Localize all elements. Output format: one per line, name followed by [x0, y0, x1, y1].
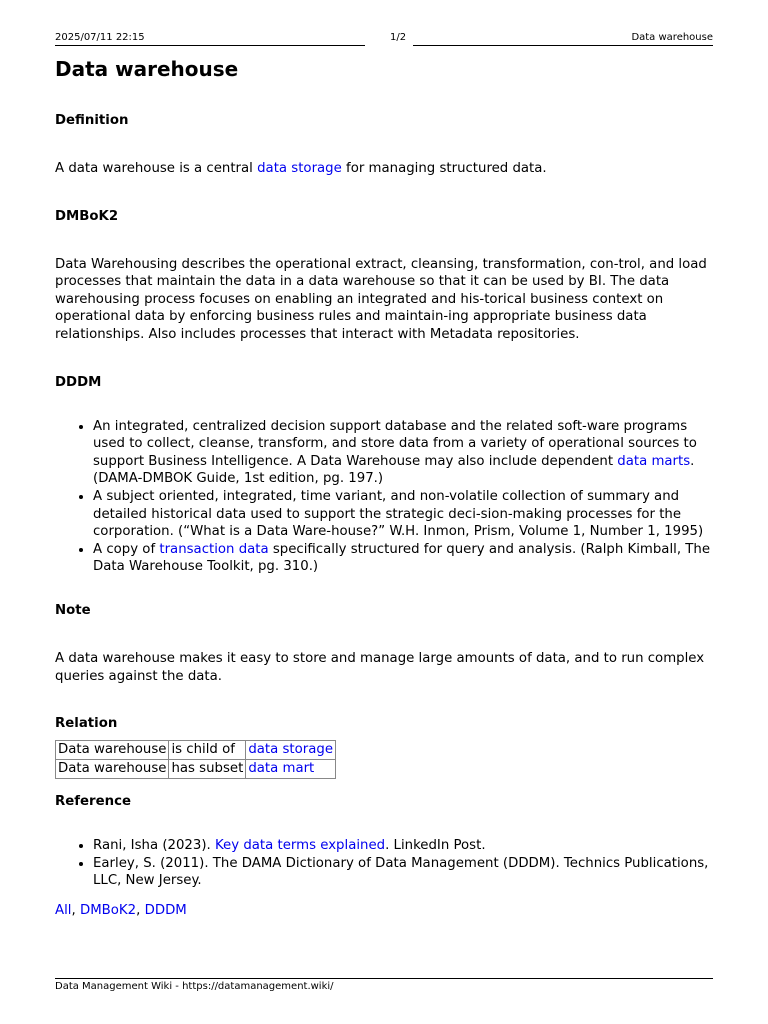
heading-dmbok2: DMBoK2 [55, 208, 119, 224]
table-cell [246, 741, 336, 760]
note-text: A data warehouse makes it easy to store and manage large amounts of data, and to run complex queries against the data. [55, 650, 705, 684]
link-data-marts[interactable]: data marts [617, 453, 691, 469]
heading-dddm: DDDM [55, 374, 102, 390]
list-item: • Rani, Isha (2023). Key data terms explained. LinkedIn Post. [93, 837, 715, 855]
link-data-storage[interactable]: data storage [257, 161, 342, 176]
table-row [56, 760, 336, 779]
link-data-mart-relation[interactable]: data mart [248, 761, 315, 777]
dmbok2-text: Data Warehousing describes the operational extract, cleansing, transformation, con-trol, and load processes that maintain the data in a data warehouse so that it can be used by BI. The data warehousing process focuses on enabling an integrated and his-torical business context on operational data by enforcing business rules and maintain-ing appropriate business data relationships. Also includes processes that interact with Metadata repositories. [55, 256, 707, 342]
heading-definition: Definition [55, 113, 129, 128]
page-header [55, 32, 713, 45]
table-cell: is child of [169, 741, 246, 760]
dddm-list [55, 418, 715, 576]
category-link-all[interactable]: All [55, 902, 72, 918]
page-content [55, 56, 715, 919]
header-doc-title: Data warehouse [413, 32, 713, 46]
list-item: • A copy of transaction data specifically structured for query and analysis. (Ralph Kimball, The Data Warehouse Toolkit, pg. 310.) [93, 541, 715, 576]
table-cell: has subset [169, 760, 246, 779]
category-link-dddm[interactable]: DDDM [144, 902, 187, 918]
table-cell [246, 760, 336, 779]
table-cell: Data warehouse [56, 760, 169, 779]
link-transaction-data[interactable]: transaction data [159, 541, 269, 557]
heading-note: Note [55, 602, 91, 618]
definition-text: A data warehouse is a central data storage for managing structured data. [55, 161, 547, 176]
header-page-number: 1/2 [390, 32, 407, 43]
category-link-dmbok2[interactable]: DMBoK2 [79, 902, 137, 918]
list-item: • Earley, S. (2011). The DAMA Dictionary of Data Management (DDDM). Technics Publications, LLC, New Jersey. [93, 855, 715, 890]
heading-reference: Reference [55, 794, 132, 810]
link-data-storage-relation[interactable]: data storage [248, 742, 334, 758]
page-footer [55, 978, 713, 994]
list-item: • A subject oriented, integrated, time variant, and non-volatile collection of summary and detailed historical data used to support the strategic deci-sion-making processes for the corporation. (“What is a Data Ware-house?” W.H. Inmon, Prism, Volume 1, Number 1, 1995) [93, 488, 715, 541]
heading-relation: Relation [55, 716, 118, 732]
header-datetime: 2025/07/11 22:15 [55, 32, 365, 46]
relation-table [55, 740, 336, 779]
footer-text: Data Management Wiki - https://datamanagement.wiki/ [55, 981, 334, 992]
table-cell: Data warehouse [56, 741, 169, 760]
table-row [56, 741, 336, 760]
list-item: • An integrated, centralized decision support database and the related soft-ware programs used to collect, cleanse, transform, and store data from a variety of operational sources to support Business Intelligence. A Data Warehouse may also include dependent data marts. (DAMA-DMBOK Guide, 1st edition, pg. 197.) [93, 418, 715, 488]
reference-list [55, 837, 715, 890]
page-title: Data warehouse [55, 57, 239, 81]
category-links: All, DMBoK2, DDDM [55, 902, 187, 918]
link-key-data-terms[interactable]: Key data terms explained [215, 838, 386, 854]
